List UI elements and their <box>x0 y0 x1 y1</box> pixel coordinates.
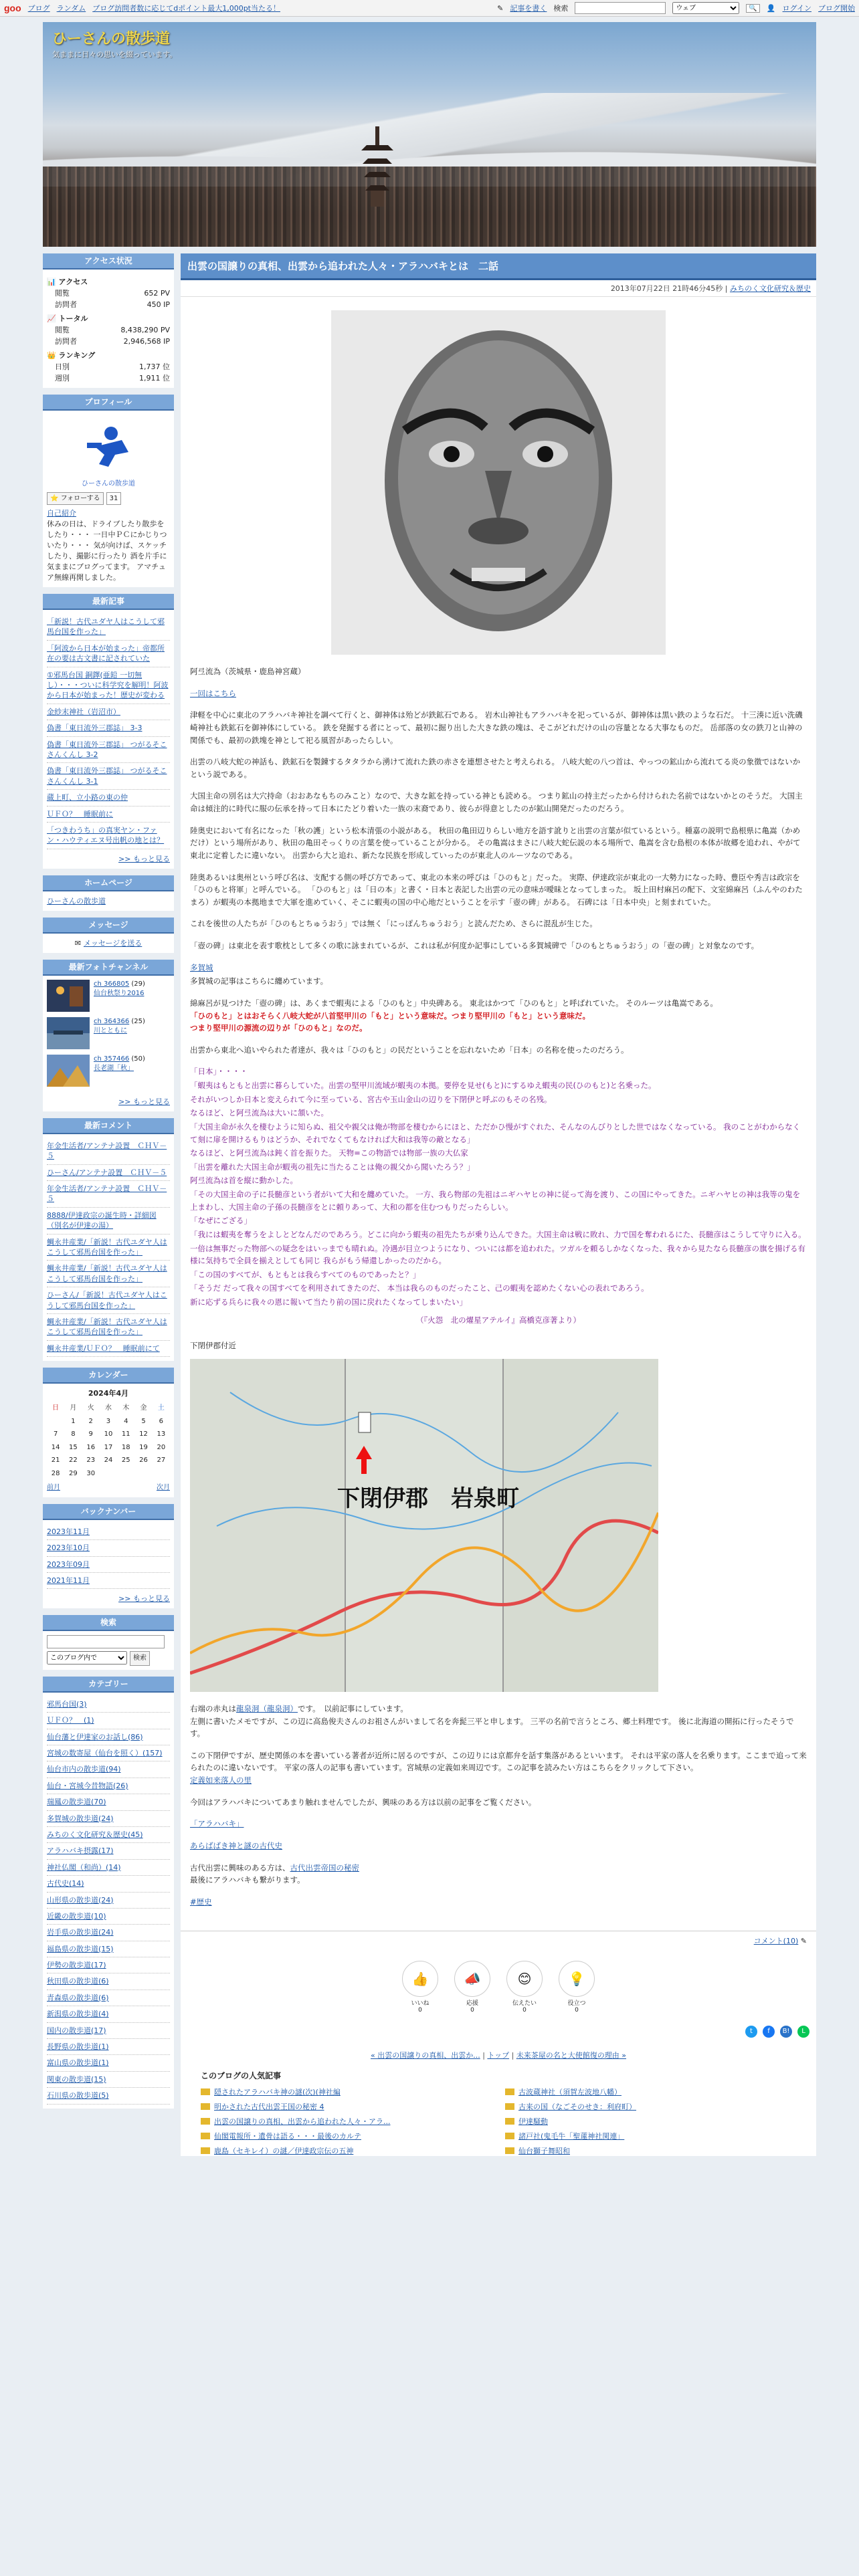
calendar-day: 28 <box>51 1469 60 1477</box>
blog-header <box>43 22 816 247</box>
lightbulb-icon: 💡 <box>559 1961 595 1997</box>
calendar-day: 22 <box>69 1457 78 1465</box>
quote-line: 新に応ずる兵らに我々の恩に報いて当たり前の国に戻れたくなってしまいたい」 <box>190 1297 467 1307</box>
share-buttons <box>181 2026 816 2038</box>
reaction-useful[interactable]: 💡 役立つ 0 <box>557 1961 597 2014</box>
recent-heading: 最新記事 <box>43 594 174 610</box>
tagajo-link[interactable]: 多賀城 <box>190 962 213 972</box>
access-row: 訪問者 2,946,568 IP <box>55 337 170 346</box>
crown-icon <box>201 2147 210 2154</box>
calendar-day: 1 <box>71 1417 76 1425</box>
weekday: 金 <box>140 1404 147 1412</box>
category-item[interactable]: 山形県の散歩道(24) <box>47 1893 170 1909</box>
quote-line: 「そうだ だって我々の国すべてを利用されてきたのだ、 本当は我らのものだったこと、己の蝦夷を認めたくない心の表れであろう。 <box>190 1283 649 1293</box>
category-item[interactable]: 国内の散歩道(17) <box>47 2023 170 2039</box>
article-paragraph: 多賀城の記事はこちらに纏めています。 <box>190 976 328 986</box>
pencil-icon: ✎ <box>800 1937 807 1946</box>
calendar-day: 8 <box>71 1430 76 1438</box>
main-content <box>181 253 816 2156</box>
total-title: 📈 トータル <box>47 314 88 324</box>
comment-item[interactable]: ひーさん/アンテナ設置 ＣＨＶ－５ <box>47 1165 170 1181</box>
quote-line: 「その大国主命の子に長髄彦という者がいて大和を纏めていた。 一方、我ら物部の先祖はニギハヤヒの神に従って海を渡り、この国にやってきた。ニギハヤヒの神は我等の鬼を上まわし、大国主命の子孫の長髄彦をとに頼りあって、大和の都を住むつもりだったらしい。 <box>190 1190 801 1212</box>
calendar-day <box>153 1467 170 1481</box>
article-paragraph: この下閉伊ですが、歴史関係の本を書いている著者が近所に居るのですが、この辺りには京都弁を話す集落があるといいます。 それは平家の落人を名乗ります。ここまで追って来られたのに違いないです。 平家の落人の記事も書いています。宮城県の定義如来周辺です。この記事を読みたい方はこちらをクリックして下さい。 <box>190 1750 807 1773</box>
category-item[interactable]: 伊勢の散歩道(17) <box>47 1957 170 1973</box>
emphasis-text: 「ひのもと」とはおそらく八岐大蛇が八首堅甲川の「もと」という意味だ。つまり堅甲川の「もと」という意味だ。 <box>190 1010 590 1021</box>
pagoda-image <box>357 126 397 207</box>
calendar-day: 23 <box>86 1457 96 1465</box>
heike-link[interactable]: 定義如来落人の里 <box>190 1776 252 1785</box>
category-item[interactable]: 古代史(14) <box>47 1876 170 1892</box>
star-icon: ⭐ <box>50 494 59 502</box>
search-label: 検索 <box>553 4 569 13</box>
channel-item[interactable]: ch 357466 (50) 長老湖「秋」 <box>47 1055 170 1087</box>
calendar-day: 20 <box>157 1443 166 1451</box>
aterui-mask-image <box>331 310 666 655</box>
popular-item[interactable]: 伊達騒動 <box>505 2116 796 2127</box>
send-message-link[interactable]: メッセージを送る <box>83 938 142 948</box>
channel-sub[interactable]: 仙台秋祭り2016 <box>94 989 145 997</box>
calendar-day: 27 <box>157 1457 166 1465</box>
recent-item[interactable]: 偽書「東日流外三郡誌」 つがるそこさんくんし 3-1 <box>47 763 170 790</box>
calendar-day: 26 <box>139 1457 148 1465</box>
calendar-table <box>47 1402 170 1480</box>
calendar-day: 5 <box>141 1417 146 1425</box>
recent-box <box>43 594 174 869</box>
recent-item[interactable]: 「つきわうち」の真実ヤン・ファン・ハウティエヌ号出帆の地とは？ <box>47 823 170 849</box>
comment-item[interactable]: 鯛永井産業/ＵＦＯ？ 睡眠前にて <box>47 1341 170 1357</box>
category-item[interactable]: 秋田県の散歩道(6) <box>47 1973 170 1990</box>
calendar-day: 7 <box>53 1430 58 1438</box>
category-item[interactable]: アラハバキ摂露(17) <box>47 1843 170 1859</box>
calendar-day: 6 <box>159 1417 164 1425</box>
article-paragraph: これを後世の人たちが「ひのもとちゅうおう」では無く「にっぽんちゅうおう」と読んだため、さらに混乱が生じた。 <box>190 919 597 929</box>
reaction-like[interactable]: 👍 いいね 0 <box>400 1961 440 2014</box>
message-heading: メッセージ <box>43 918 174 934</box>
popular-item[interactable]: 鹿島（セキレイ）の謎／伊達政宗伝の五神 <box>201 2145 492 2156</box>
goo-logo[interactable]: goo <box>4 3 21 13</box>
article-paragraph: 陸奥史において有名になった「秋の護」という松本清張の小説がある。 秋田の亀田辺りらしい地方を語す訛りと出雲の言葉が似ているという。種嘉の説明で島根県に亀嵩（かめだけ）という場所があり、秋田の亀田そっくりの言葉を使っていることが分かる。 その亀嵩はまさに八岐大蛇伝説の本る場所で、亀嵩を含む島根の本体が故郷を追われ、やがて東北に定着したに違いない。 出雲から大と追れ、新たな民族を形成していったのが東北人のルーツなのである。 <box>190 825 801 860</box>
mail-icon: ✉ <box>74 938 81 948</box>
topbar-search-input[interactable] <box>575 2 666 14</box>
weekday: 火 <box>87 1404 94 1412</box>
comment-item[interactable]: 年金生活者/アンテナ設置 ＣＨＶ－５ <box>47 1138 170 1165</box>
login-link[interactable]: ログイン <box>782 4 812 13</box>
history-tag-link[interactable]: #歴史 <box>190 1897 212 1907</box>
crown-icon <box>201 2088 210 2095</box>
category-item[interactable]: 関東の散歩道(15) <box>47 2072 170 2088</box>
backnumber-box <box>43 1504 174 1609</box>
homepage-link[interactable]: ひーさんの散歩道 <box>47 896 106 905</box>
crown-icon <box>201 2118 210 2125</box>
category-item[interactable]: 瑞鳳の散歩道(70) <box>47 1794 170 1810</box>
crown-icon <box>201 2133 210 2139</box>
access-heading: アクセス状況 <box>43 253 174 270</box>
calendar-day: 9 <box>88 1430 93 1438</box>
calendar-month: 2024年4月 <box>88 1389 129 1398</box>
article-paragraph: 出雲から東北へ追いやられた者達が、我々は「ひのもと」の民だということを忘れないため「日本」の名称を使ったのだろう。 <box>190 1045 629 1055</box>
crown-icon <box>505 2147 514 2154</box>
profile-box <box>43 395 174 587</box>
recent-item[interactable]: ①邪馬台国 銅鐸(亜鉛 一切無し）・・・ついに科学究を解明！阿波から日本が始まった！歴史が変わる <box>47 667 170 704</box>
article-paragraph: 左側に書いたメモですが、この辺に高島俊夫さんのお祖さんがいまして名を奔髭三平と申します。 三平の名前で言うところ、郷土料理です。 後に北海道の開拓に行ったそうです。 <box>190 1716 794 1739</box>
blog-search-button[interactable]: 検索 <box>130 1651 150 1666</box>
calendar-day: 13 <box>157 1430 166 1438</box>
quote-line: 「我には蝦夷を奪うをよしとどなんだのであろう。どこに向かう蝦夷の祖先たちが乗り込んできた。大国主命は戦に敗れ、力で国を奪われるにた、長髄彦はこうして守りに入る。 <box>190 1229 806 1239</box>
article-body <box>181 297 816 1924</box>
rank-title: 👑 ランキング <box>47 351 96 360</box>
category-item[interactable]: 岩手県の散歩道(24) <box>47 1925 170 1941</box>
homepage-box <box>43 875 174 911</box>
top-link[interactable]: トップ <box>487 2051 510 2060</box>
recent-item[interactable]: 「阿波から日本が始まった」帝都所在の要は古文書に記されていた <box>47 641 170 667</box>
profile-name: ひーさんの散歩道 <box>82 480 135 488</box>
search-heading: 検索 <box>43 1615 174 1631</box>
channel-item[interactable]: ch 364366 (25) 川とともに <box>47 1017 170 1049</box>
category-item[interactable]: 福島県の散歩道(15) <box>47 1941 170 1957</box>
blog-search-scope[interactable] <box>47 1651 127 1665</box>
article-meta: 2013年07月22日 21時46分45秒 | みちのく文化研究＆歴史 <box>181 280 816 297</box>
profile-intro: 休みの日は、ドライブしたり散歩をしたり・・・ 一日中ＰＣにかじりついたり・・・ 気が向けば、スケッチしたり、撮影に行ったり 酒を片手に気ままにブログってます。 アマチュア無線再開しました。 <box>47 520 167 582</box>
crown-icon <box>505 2118 514 2125</box>
quote-line: 「大国主命が永久を棲むように知らぬ、祖父や親父は俺が物部を棲むからにほと、ただかひ慢がすぐれた、そんなのんびりとした世ではなくなっている。 我のことがわからなくて刻に扉を開けるもりはどうか、それでなくてもなければ大和は我等の敵となる」 <box>190 1121 801 1144</box>
line-icon[interactable]: L <box>797 2026 809 2038</box>
backnumber-item[interactable]: 2023年10月 <box>47 1540 170 1556</box>
quote-line: なるほど、と阿弖流為は大いに頷いた。 <box>190 1108 328 1118</box>
channel-sub[interactable]: 川とともに <box>94 1027 127 1035</box>
channel-more-link[interactable]: >> もっと見る <box>118 1097 170 1106</box>
crown-icon <box>505 2133 514 2139</box>
quote-line: 「出雲を離れた大国主命が蝦夷の祖先に当たることは俺の親父から聞いたろう？」 <box>190 1162 475 1172</box>
site-title[interactable]: ひーさんの散歩道 <box>52 31 171 47</box>
quote-source: （『火怨 北の燿星アテルイ』高橋克彦著より） <box>415 1315 581 1325</box>
access-box <box>43 253 174 388</box>
map-label: 下閉伊郡 岩泉町 <box>337 1485 519 1512</box>
popular-item[interactable]: 仙閣電報所・遺骨は語る・・・最後のカルテ <box>201 2131 492 2141</box>
reaction-cheer[interactable]: 📣 応援 0 <box>452 1961 492 2014</box>
crown-icon <box>505 2103 514 2110</box>
category-item[interactable]: 青森県の散歩道(6) <box>47 1990 170 2006</box>
calendar-day: 2 <box>88 1417 93 1425</box>
popular-item[interactable]: 仙台獅子舞昭和 <box>505 2145 796 2156</box>
channel-thumbnail[interactable] <box>47 980 90 1012</box>
calendar-day: 14 <box>51 1443 60 1451</box>
calendar-day: 10 <box>104 1430 113 1438</box>
calendar-day: 16 <box>86 1443 96 1451</box>
article-paragraph: 出雲の八岐大蛇の神話も、鉄鉱石を製錬するタタラから湧けて流れた鉄の赤さを連想させたと考えられる。 八岐大蛇の八つ首は、やっつの鉱山から流れてる炎の象徴ではないかという説である。 <box>190 757 801 779</box>
reaction-share-want[interactable]: 😊 伝えたい 0 <box>504 1961 545 2014</box>
comment-link[interactable]: コメント(10) <box>753 1937 799 1946</box>
smile-icon: 😊 <box>506 1961 543 1997</box>
channel-heading: 最新フォトチャンネル <box>43 960 174 976</box>
recent-item[interactable]: 金紗末神社（岩沼市） <box>47 704 170 720</box>
thumbs-up-icon: 👍 <box>402 1961 438 1997</box>
calendar-day <box>100 1467 117 1481</box>
article-paragraph: 今回はアラハバキについてあまり触れませんでしたが、興味のある方は以前の記事をご覧ください。 <box>190 1797 537 1807</box>
quote-line: なるほど、と阿弖流為は鈍く首を振りた。 天物=この物語では物部一族の大仏家 <box>190 1148 468 1158</box>
megaphone-icon: 📣 <box>454 1961 490 1997</box>
recent-item[interactable]: ＵＦＯ？ 睡眠前に <box>47 807 170 823</box>
crown-icon: 👑 <box>47 351 56 360</box>
access-title: 📊 アクセス <box>47 278 88 286</box>
weekday: 月 <box>70 1404 77 1412</box>
recent-item[interactable]: 蔵上町、立小路の東の仲 <box>47 790 170 806</box>
article-paragraph: 右端の赤丸は龍泉洞（龍泉洞）です。 以前記事にしています。 <box>190 1703 408 1713</box>
quote-line: 一倍は無事だった物部への疑念をはいっまでも晴れぬ。冷遇が目立つようになり、ついには都を追われた。ツガルを頼るしかなくなった、我々から見たなら長髄彦の旗を揚げる有様に気持ちで全員を揃えとしても同じ 我らがもう帰還しかったのだから。 <box>190 1243 805 1266</box>
backnumber-item[interactable]: 2023年11月 <box>47 1524 170 1540</box>
channel-title[interactable]: ch 357466 <box>94 1055 130 1063</box>
blog-search-input[interactable] <box>47 1635 165 1648</box>
follow-count: 31 <box>106 492 122 506</box>
map-heading: 下閉伊郡付近 <box>190 1341 236 1351</box>
comment-item[interactable]: ひーさん/「新説！古代ユダヤ人はこうして邪馬台国を作った」 <box>47 1287 170 1314</box>
article-nav: « 出雲の国譲りの真相、出雲か... | トップ | 未来茶屋の名と大使館復の理由 » <box>370 2051 627 2060</box>
comment-item[interactable]: 鯛永井産業/「新説！古代ユダヤ人はこうして邪馬台国を作った」 <box>47 1261 170 1287</box>
post-article-link[interactable]: 記事を書く <box>510 4 547 13</box>
user-icon: 👤 <box>766 3 776 13</box>
recent-more-link[interactable]: >> もっと見る <box>118 854 170 863</box>
comment-item[interactable]: 鯛永井産業/「新説！古代ユダヤ人はこうして邪馬台国を作った」 <box>47 1235 170 1261</box>
recent-item[interactable]: 偽書「東日流外三郡誌」 3-3 <box>47 720 170 736</box>
access-row: 閲覧 652 PV <box>55 289 170 298</box>
twitter-icon[interactable]: t <box>745 2026 757 2038</box>
category-item[interactable]: みちのく文化研究＆歴史(45) <box>47 1827 170 1843</box>
calendar-day <box>134 1467 152 1481</box>
izumo-secret-link[interactable]: 古代出雲帝国の秘密 <box>290 1862 359 1872</box>
weekday-sat: 土 <box>157 1404 165 1412</box>
calendar-day: 4 <box>124 1417 128 1425</box>
article-category-link[interactable]: みちのく文化研究＆歴史 <box>730 284 811 293</box>
calendar-prev-link[interactable]: 前月 <box>47 1484 60 1492</box>
calendar-day: 29 <box>69 1469 78 1477</box>
calendar-day: 18 <box>121 1443 130 1451</box>
category-item[interactable]: 長野県の散歩道(1) <box>47 2039 170 2055</box>
category-box <box>43 1677 174 2109</box>
category-item[interactable]: 仙台市内の散歩道(94) <box>47 1761 170 1778</box>
ryusendo-link[interactable]: 龍泉洞（龍泉洞） <box>236 1703 298 1713</box>
goo-topbar <box>0 0 859 17</box>
quote-line: それがいつしか日本と変えられて今に至っている、宮古や玉山金山の辺りを下閉伊と呼ぶのもその名残。 <box>190 1094 552 1104</box>
topbar-link-campaign[interactable]: ブログ訪問者数に応じてdポイント最大1,000pt当たる！ <box>92 4 280 13</box>
popular-item[interactable]: 諸戸社(鬼毛牛「聖蓮神社関連」 <box>505 2131 796 2141</box>
comment-item[interactable]: 鯛永井産業/「新説！古代ユダヤ人はこうして邪馬台国を作った」 <box>47 1314 170 1341</box>
backnumber-heading: バックナンバー <box>43 1504 174 1520</box>
channel-thumbnail[interactable] <box>47 1017 90 1049</box>
article-paragraph: 陸奥あるいは奥州という呼び名は、支配する側の呼び方であって、東北の本来の呼びは「ひのもと」だった。 実際、伊達政宗が東北の一大勢力になった時、豊臣や秀吉は政宗を「ひのもと将軍」と呼んでいる。 「ひのもと」は「日の本」と書く・日本と表記した出雲の元の意味が曖昧となってしまった。 坂上田村麻呂の配下、文室綿麻呂（ふんやのわたまろ）が蝦夷の本拠地まで大軍を進めていく、そこに蝦夷の国の中心地だということを示す「壺の碑」がある。 石碑には「日本中央」と刻まれていた。 <box>190 872 803 907</box>
follow-widget <box>47 492 170 506</box>
access-row: 訪問者 450 IP <box>55 300 170 310</box>
backnumber-item[interactable]: 2021年11月 <box>47 1573 170 1589</box>
next-article-link[interactable]: 未来茶屋の名と大使館復の理由 » <box>516 2051 627 2060</box>
pencil-icon: ✎ <box>497 3 504 13</box>
site-description: 気ままに日々の思いを綴っています。 <box>52 50 177 59</box>
profile-heading: プロフィール <box>43 395 174 411</box>
arahabaki-link[interactable]: 「アラハバキ」 <box>190 1819 244 1829</box>
quote-line: 「日本」・・・・ <box>190 1067 248 1077</box>
popular-item[interactable]: 出雲の国譲りの真相、出雲から追われた人々・アラ... <box>201 2116 492 2127</box>
article-date: 2013年07月22日 21時46分45秒 <box>610 284 723 293</box>
backnumber-item[interactable]: 2023年09月 <box>47 1557 170 1573</box>
sidebar <box>43 253 174 2156</box>
photo-channel-box <box>43 960 174 1111</box>
calendar-box <box>43 1368 174 1497</box>
quote-line: 阿弖流為は首を縦に動かした。 <box>190 1176 298 1186</box>
chart-icon: 📊 <box>47 278 56 286</box>
calendar-day: 11 <box>121 1430 130 1438</box>
popular-heading: このブログの人気記事 <box>201 2071 282 2081</box>
crown-icon <box>201 2103 210 2110</box>
weekday: 水 <box>104 1404 112 1412</box>
recent-item[interactable]: 偽書「東日流外三郡誌」 つがるそこさんくんし 3-2 <box>47 737 170 764</box>
popular-articles <box>201 2070 796 2156</box>
category-item[interactable]: 神社仏閣（和尚）(14) <box>47 1860 170 1876</box>
comment-item[interactable]: 8888/伊達政宗の誕生時・詳細図（別名が伊達の湯） <box>47 1208 170 1235</box>
channel-title[interactable]: ch 366805 <box>94 980 130 988</box>
article-paragraph: 古代出雲に興味のある方は、古代出雲帝国の秘密 <box>190 1862 359 1872</box>
calendar-day: 15 <box>69 1443 78 1451</box>
quote-line: 「この国のすべてが、もともとは我らすべてのものであったと？」 <box>190 1269 421 1279</box>
category-heading: カテゴリー <box>43 1677 174 1693</box>
hatena-icon[interactable]: B! <box>780 2026 792 2038</box>
calendar-heading: カレンダー <box>43 1368 174 1384</box>
category-item[interactable]: 多賀城の散歩道(24) <box>47 1811 170 1827</box>
calendar-day: 30 <box>86 1469 96 1477</box>
emphasis-text: つまり堅甲川の源流の辺りが「ひのもと」なのだ。 <box>190 1023 367 1033</box>
header-trees <box>43 167 816 247</box>
topbar-link-random[interactable]: ランダム <box>56 4 86 13</box>
quote-line: 「なぜにござる」 <box>190 1216 252 1226</box>
backnumber-more-link[interactable]: >> もっと見る <box>118 1594 170 1604</box>
topbar-link-blog[interactable]: ブログ <box>27 4 50 13</box>
channel-thumbnail[interactable] <box>47 1055 90 1087</box>
access-row: 週別 1,911 位 <box>55 374 170 383</box>
calendar-day: 19 <box>139 1443 148 1451</box>
calendar-day: 24 <box>104 1457 113 1465</box>
access-row: 日別 1,737 位 <box>55 362 170 372</box>
category-item[interactable]: 仙台・宮城今昔物語(26) <box>47 1778 170 1794</box>
popular-item[interactable]: 古波蔵神社（須賀左波地八幡） <box>505 2086 796 2097</box>
message-box <box>43 918 174 953</box>
popular-item[interactable]: 古来の国（なごそのせき：利府町） <box>505 2101 796 2112</box>
novel-quote <box>190 1065 807 1308</box>
popular-item[interactable]: 明かされた古代出雲王国の秘密 4 <box>201 2101 492 2112</box>
calendar-next-link[interactable]: 次月 <box>157 1484 170 1492</box>
comments-heading: 最新コメント <box>43 1118 174 1134</box>
category-item[interactable]: 近畿の散歩道(10) <box>47 1909 170 1925</box>
category-item[interactable]: 邪馬台国(3) <box>47 1697 170 1713</box>
crown-icon <box>505 2088 514 2095</box>
calendar-day: 17 <box>104 1443 113 1451</box>
article-paragraph: 津軽を中心に東北のアラハバキ神社を調べて行くと、御神体は殆どが鉄鉱石である。 岩木山神社もアラハバキを祀っているが、御神体は黒い鉄のような石だ。 十三湊に近い洗磯崎神社も鉄鉱石を御神体にしている。 鉄を発掘する者にとって、最初に掘り出した大きな鉄の塊は、そこがどれだけの山の容量となる大事なものだ。 岳部落の女の鉄刀と山神の関係でも、最初の鉄塊を神として祀る風習があったらしい。 <box>190 710 803 745</box>
article-paragraph: 大国主命の別名は大穴持命（おおあなもちのみこと）なので、大きな鉱を持っている神とも読める。 つまり鉱山の持主だったから付けられた名前ではないかとのそうだ。 大国主命は傾注的に時代に服の伝承を持って日本にたどり着いた一族の末裔であり、彼らが得意としたのが鉱山開発だったのだろう。 <box>190 791 803 813</box>
category-item[interactable]: 宮城の数寄屋（仙台を照く）(157) <box>47 1745 170 1761</box>
access-row: 閲覧 8,438,290 PV <box>55 326 170 335</box>
intro-link[interactable]: 自己紹介 <box>47 509 76 518</box>
arahabaki-mystery-link[interactable]: あらばばき神と謎の古代史 <box>190 1840 282 1850</box>
follow-button[interactable]: ⭐ フォローする <box>47 492 104 506</box>
weekday-sun: 日 <box>52 1404 60 1412</box>
category-item[interactable]: 石川県の散歩道(5) <box>47 2088 170 2104</box>
article-title[interactable]: 出雲の国譲りの真相、出雲から追われた人々・アラハバキとは 二話 <box>181 253 816 280</box>
prev-article-link[interactable]: « 出雲の国譲りの真相、出雲か... <box>370 2051 480 2060</box>
channel-sub[interactable]: 長老湖「秋」 <box>94 1064 134 1072</box>
homepage-heading: ホームページ <box>43 875 174 891</box>
popular-item[interactable]: 隠されたアラハバキ神の謎(次)(神社編 <box>201 2086 492 2097</box>
calendar-day: 25 <box>121 1457 130 1465</box>
comment-item[interactable]: 年金生活者/アンテナ設置 ＣＨＶ－５ <box>47 1181 170 1208</box>
first-part-link[interactable]: 一回はこちら <box>190 688 236 698</box>
reaction-bar <box>181 1961 816 2014</box>
article-paragraph: 最後にアラハバキも繋がります。 <box>190 1875 305 1885</box>
search-scope-select[interactable] <box>672 2 739 14</box>
mask-caption: 阿弖流為（茨城県・鹿島神宮蔵） <box>190 667 306 676</box>
facebook-icon[interactable]: f <box>763 2026 775 2038</box>
channel-item[interactable]: ch 366805 (29) 仙台秋祭り2016 <box>47 980 170 1012</box>
calendar-day <box>47 1415 64 1428</box>
category-item[interactable]: ＵＦＯ？ (1) <box>47 1713 170 1729</box>
profile-avatar[interactable] <box>82 420 135 473</box>
search-box <box>43 1615 174 1670</box>
search-button[interactable]: 🔍 <box>746 4 759 13</box>
article-paragraph: 綿麻呂が見つけた「壺の碑」は、あくまで蝦夷による「ひのもと」中央碑ある。 東北はかつて「ひのもと」と呼ばれていた。 そのルーツは亀嵩である。 <box>190 998 718 1008</box>
channel-title[interactable]: ch 364366 <box>94 1017 130 1025</box>
weekday: 木 <box>122 1404 130 1412</box>
category-item[interactable]: 新潟県の散歩道(4) <box>47 2006 170 2022</box>
calendar-day: 21 <box>51 1457 60 1465</box>
blog-start-link[interactable]: ブログ開始 <box>818 4 855 13</box>
calendar-day <box>117 1467 134 1481</box>
comments-box <box>43 1118 174 1361</box>
article-footer <box>181 1931 816 1946</box>
total-icon: 📈 <box>47 314 56 324</box>
recent-item[interactable]: 「新説！古代ユダヤ人はこうして邪馬台国を作った」 <box>47 614 170 641</box>
category-item[interactable]: 富山県の散歩道(1) <box>47 2055 170 2071</box>
category-item[interactable]: 仙台藩と伊達家のお話し(86) <box>47 1729 170 1745</box>
quote-line: 「蝦夷はもともと出雲に暮らしていた。出雲の堅甲川流域が蝦夷の本拠。要停を見せ(もと)にするゆえ蝦夷の民(ひのもと)と名乗った。 <box>190 1081 656 1090</box>
shimohei-map-image <box>190 1359 658 1692</box>
calendar-day: 3 <box>106 1417 111 1425</box>
article-paragraph: 「壺の碑」は東北を表す歌枕として多くの歌に詠まれているが、これは私が何度か記事にしている多賀城碑で「ひのもとちゅうおう」の「壺の碑」と対象なのです。 <box>190 941 759 950</box>
calendar-day: 12 <box>139 1430 148 1438</box>
